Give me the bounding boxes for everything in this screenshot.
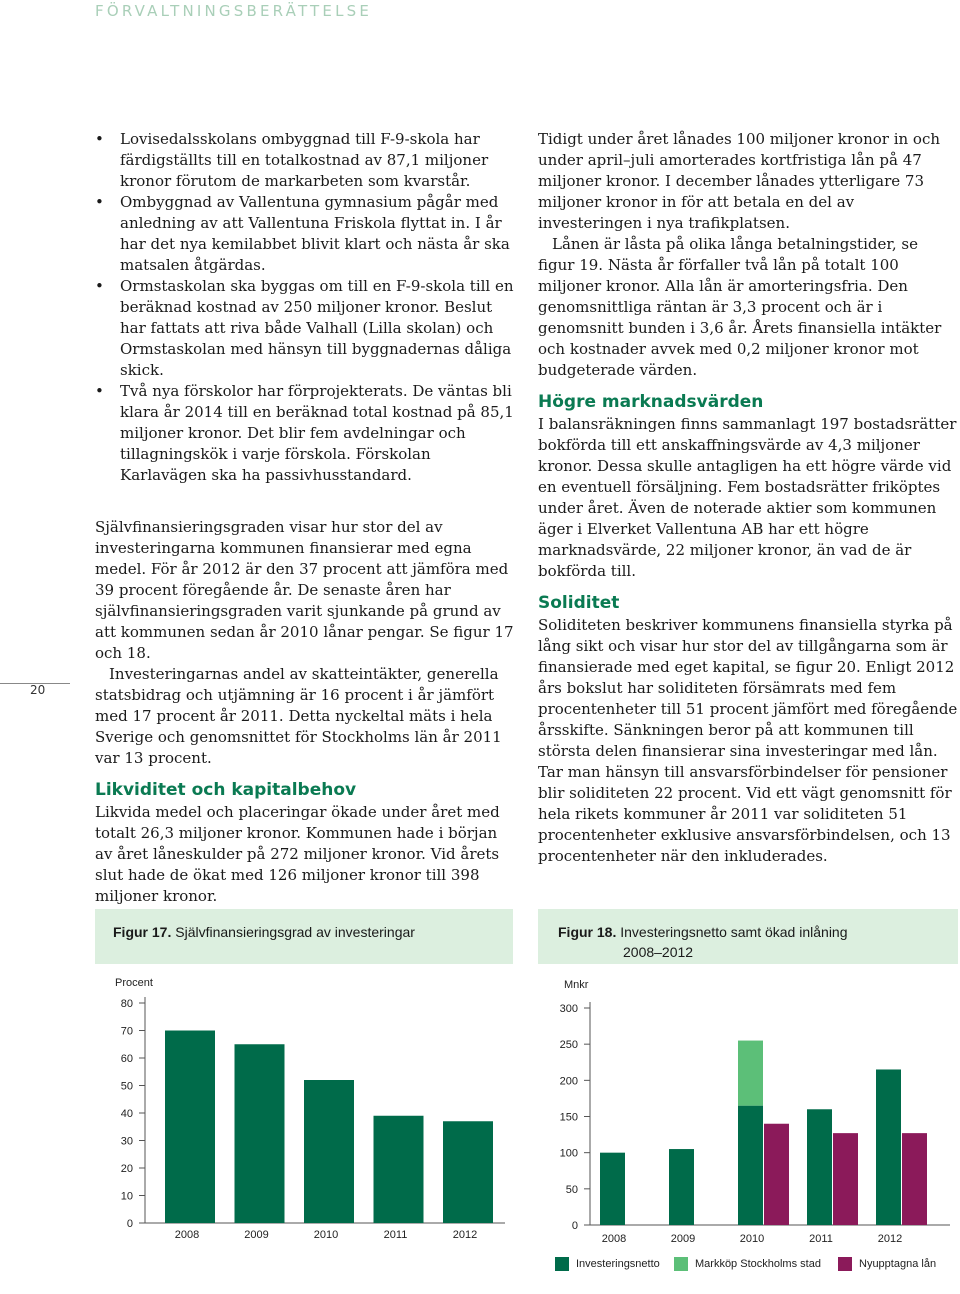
figure-18-panel — [538, 909, 958, 1289]
figure-18-chart-box — [538, 964, 958, 1289]
y-tick-label: 200 — [559, 1075, 578, 1088]
heading-market-values: Högre marknadsvärden — [538, 392, 764, 412]
bar-nyupptagna-lan-2011 — [833, 1133, 858, 1225]
figure-17-panel — [95, 909, 513, 1289]
paragraph: Soliditeten beskriver kommunens finansiella styrka på lång sikt och visar hur stor del av tillgångarna som är finansierade med eget kapital, se figur 20. Enligt 2012 års bokslut har soliditeten försämrats med fem procentenheter till 51 procent jämfört med föregående årsskifte. Sänkningen beror på att kommunen till största delen finansierar sina investeringar med lån. Tar man hänsyn till ansvarsförbindelser för pensioner blir soliditeten 22 procent. Vid ett vägt genomsnitt för hela rikets kommuner år 2011 var soliditeten 51 procentenheter exklusive ansvarsförbindelsen, och 13 procentenheter när den inkluderades. — [538, 616, 958, 865]
paragraph: Investeringarnas andel av skatteintäkter, generella statsbidrag och utjämning är 16 procent i år jämfört med 17 procent år 2011. Detta nyckeltal mäts i hela Sverige och genomsnittet för Stockholms län år 2011 var 13 procent. — [95, 665, 502, 767]
y-tick-label: 150 — [559, 1111, 578, 1124]
x-tick-label: 2008 — [601, 1233, 627, 1244]
y-axis-title: Mnkr — [564, 979, 589, 991]
y-tick-label: 50 — [120, 1080, 133, 1093]
heading-solidity: Soliditet — [538, 593, 620, 613]
legend-swatch — [838, 1257, 852, 1271]
y-tick-label: 50 — [565, 1183, 578, 1196]
x-tick-label: 2011 — [383, 1229, 408, 1241]
y-tick-label: 70 — [120, 1025, 133, 1038]
figure-17-caption: Självfinansieringsgrad av investeringar — [175, 924, 415, 940]
x-tick-label: 2011 — [809, 1233, 833, 1244]
paragraph: Tidigt under året lånades 100 miljoner kronor in och under april–juli amorterades kortfristiga lån på 47 miljoner kronor. I december lånades ytterligare 73 miljoner kronor in för att betala en del av investeringen i nya trafikplatsen. — [538, 130, 941, 232]
bar-2011 — [374, 1116, 424, 1223]
x-tick-label: 2009 — [670, 1233, 696, 1244]
y-tick-label: 60 — [120, 1053, 133, 1065]
legend-label: Nyupptagna lån — [859, 1258, 937, 1270]
legend-label: Markköp Stockholms stad — [695, 1258, 821, 1270]
y-axis-title: Procent — [115, 977, 153, 989]
figure-17-label: Figur 17. — [113, 924, 172, 940]
x-tick-label: 2012 — [877, 1233, 903, 1244]
paragraph: Självfinansieringsgraden visar hur stor del av investeringarna kommunen finansierar med egna medel. För år 2012 är den 37 procent att jämföra med 39 procent föregående år. De senaste åren har självfinansieringsgraden varit sjunkande på grund av att kommunen sedan år 2010 lånar pengar. Se figur 17 och 18. — [95, 518, 514, 662]
x-tick-label: 2012 — [452, 1229, 478, 1241]
bar-nyupptagna-lan-2012 — [902, 1133, 927, 1225]
legend-swatch — [674, 1257, 688, 1271]
legend-item — [555, 1257, 660, 1271]
figure-18-caption-line2: 2008–2012 — [623, 944, 694, 960]
x-tick-label: 2009 — [244, 1229, 269, 1241]
bullet-item: • Två nya förskolor har förprojekterats. De väntas bli klara år 2014 till en beräknad total kostnad på 85,1 miljoner kronor. Det blir fem avdelningar och tillagningskök i varje förskola. Förskolan Karlavägen ska ha passivhusstandard. — [95, 381, 515, 486]
x-tick-label: 2008 — [174, 1229, 200, 1241]
heading-liquidity: Likviditet och kapitalbehov — [95, 780, 357, 800]
bullet-item: • Lovisedalsskolans ombyggnad till F-9-skola har färdigställts till en totalkostnad av 87,1 miljoner kronor förutom de markarbeten som kvarstår. — [95, 129, 515, 192]
y-tick-label: 250 — [559, 1039, 578, 1052]
figure-17-chart — [95, 964, 513, 1289]
x-tick-label: 2010 — [313, 1229, 339, 1241]
legend-swatch — [555, 1257, 569, 1271]
bar-investeringsnetto-2012 — [876, 1069, 901, 1225]
bullet-item: • Ormstaskolan ska byggas om till en F-9-skola till en beräknad kostnad av 250 miljoner kronor. Beslut har fattats att riva både Valhall (Lilla skolan) och Ormstaskolan med hänsyn till byggnadernas dåliga skick. — [95, 276, 515, 381]
paragraph: Likvida medel och placeringar ökade under året med totalt 26,3 miljoner kronor. Kommunen hade i början av året låneskulder på 272 miljoner kronor. Vid årets slut hade de ökat med 126 miljoner kronor till 398 miljoner kronor. — [95, 803, 500, 905]
page-number: 20 — [30, 683, 46, 697]
y-tick-label: 10 — [120, 1190, 133, 1203]
paragraph: Lånen är låsta på olika långa betalningstider, se figur 19. Nästa år förfaller två lån på totalt 100 miljoner kronor. Alla lån är amorteringsfria. Den genomsnittliga räntan är 3,3 procent och är i genomsnitt bunden i 3,6 år. Årets finansiella intäkter och kostnader avvek med 0,2 miljoner kronor mot budgeterade värden. — [538, 235, 942, 379]
section-header: FÖRVALTNINGSBERÄTTELSE — [95, 2, 373, 20]
bar-markkop-2010 — [738, 1041, 763, 1106]
bar-investeringsnetto-2010 — [738, 1106, 763, 1225]
bar-nyupptagna-lan-2010 — [764, 1124, 789, 1225]
bar-investeringsnetto-2009 — [669, 1149, 694, 1225]
figure-17-title — [113, 922, 415, 942]
legend-item — [674, 1257, 821, 1271]
bar-2010 — [304, 1080, 354, 1223]
figure-18-label: Figur 18. — [558, 924, 617, 940]
y-tick-label: 300 — [559, 1003, 578, 1015]
y-tick-label: 0 — [126, 1218, 133, 1230]
figure-18-title — [558, 922, 848, 962]
x-tick-label: 2010 — [739, 1233, 765, 1244]
figure-18-caption: Investeringsnetto samt ökad inlåning — [620, 924, 848, 940]
legend-label: Investeringsnetto — [576, 1258, 660, 1270]
legend-item — [838, 1257, 936, 1271]
paragraph: I balansräkningen finns sammanlagt 197 bostadsrätter bokförda till ett anskaffningsvärde av 4,3 miljoner kronor. Dessa skulle antagligen ha ett högre värde vid en eventuell försäljning. Fem bostadsrätter friköptes under året. Även de noterade aktier som kommunen äger i Elverket Vallentuna AB har ett högre marknadsvärde, 22 miljoner kronor, än vad de är bokförda till. — [538, 415, 957, 580]
right-column — [538, 129, 958, 867]
figure-17-chart-box — [95, 964, 513, 1289]
bar-2009 — [235, 1044, 285, 1223]
bar-investeringsnetto-2008 — [600, 1153, 625, 1225]
bullet-item: • Ombyggnad av Vallentuna gymnasium pågår med anledning av att Vallentuna Friskola flyttat in. I år har det nya kemilabbet blivit klart och nästa år ska matsalen åtgärdas. — [95, 192, 515, 276]
bar-investeringsnetto-2011 — [807, 1109, 832, 1225]
left-column — [95, 129, 515, 907]
y-tick-label: 0 — [571, 1220, 578, 1232]
bar-2008 — [165, 1031, 215, 1224]
y-tick-label: 30 — [120, 1135, 133, 1148]
y-tick-label: 40 — [120, 1108, 133, 1120]
figure-18-chart — [538, 964, 958, 1244]
bar-2012 — [443, 1121, 493, 1223]
y-tick-label: 20 — [120, 1163, 133, 1175]
y-tick-label: 100 — [559, 1147, 578, 1160]
figure-18-legend — [538, 1249, 958, 1279]
y-tick-label: 80 — [120, 998, 133, 1010]
